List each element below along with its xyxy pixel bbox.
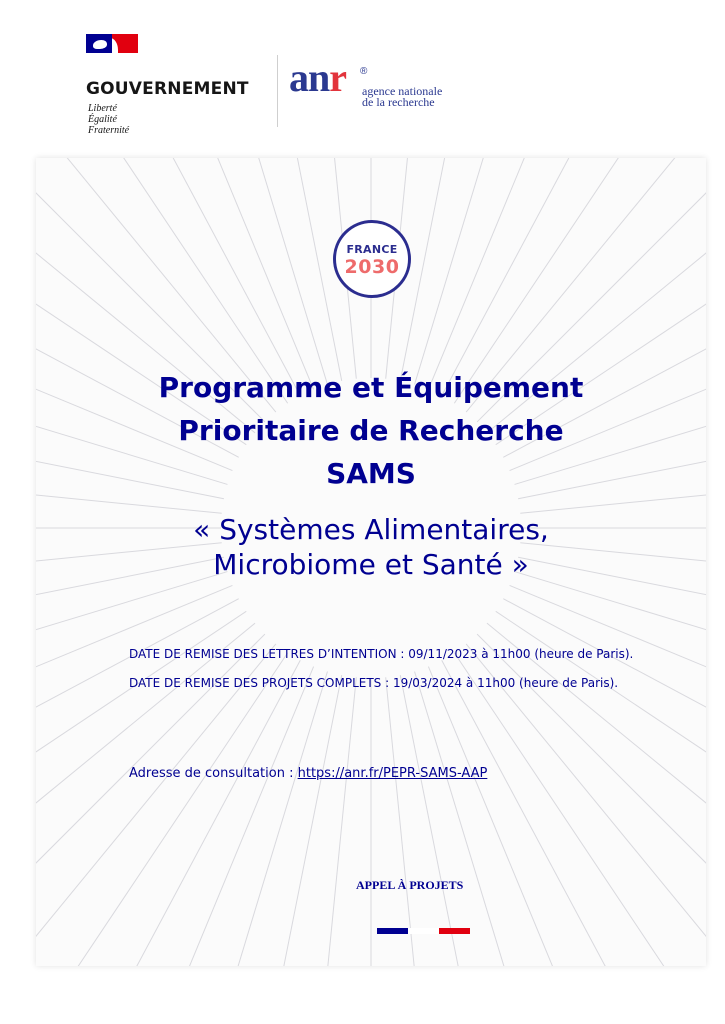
anr-tagline-line-1: agence nationale (362, 84, 443, 98)
consultation-link[interactable]: https://anr.fr/PEPR-SAMS-AAP (297, 766, 488, 781)
motto-egalite: Égalité (88, 114, 117, 125)
background-ray (415, 158, 691, 384)
background-ray (415, 672, 691, 966)
motto-liberte: Liberté (88, 103, 117, 114)
anr-wordmark: anr (289, 55, 347, 100)
background-ray (156, 675, 341, 966)
subtitle-line-2: Microbiome et Santé » (213, 548, 529, 581)
background-ray (156, 158, 341, 381)
background-ray (400, 675, 585, 966)
anr-logo (289, 55, 489, 112)
france-2030-badge (333, 220, 411, 298)
background-ray (36, 572, 227, 848)
anr-tagline (362, 86, 442, 108)
subtitle-line-1: « Systèmes Alimentaires, (193, 513, 549, 546)
title-line-3: SAMS (326, 457, 416, 490)
background-ray (36, 660, 300, 966)
government-title: GOUVERNEMENT (86, 79, 249, 99)
background-ray (428, 158, 706, 389)
background-ray (515, 572, 706, 848)
background-ray (52, 158, 328, 384)
programme-subtitle (96, 512, 646, 582)
background-ray (400, 158, 585, 381)
background-ray (263, 677, 356, 966)
full-project-deadline: DATE DE REMISE DES PROJETS COMPLETS : 19/03/2024 à 11h00 (heure de Paris). (129, 676, 619, 690)
france-2030-year: 2030 (344, 256, 400, 278)
background-ray (36, 158, 314, 389)
background-ray (36, 158, 300, 396)
tricolor-red (439, 928, 470, 934)
background-ray (386, 677, 479, 966)
background-ray (52, 672, 328, 966)
background-ray (442, 158, 706, 396)
background-ray (442, 660, 706, 966)
motto-fraternite: Fraternité (88, 125, 130, 136)
cover-page (36, 158, 706, 966)
logo-divider (277, 55, 278, 127)
consultation-address (129, 766, 487, 781)
appel-a-projets-label: APPEL À PROJETS (356, 878, 464, 892)
tricolor-blue (377, 928, 408, 934)
consultation-label: Adresse de consultation : (129, 766, 298, 781)
marianne-flag-icon (86, 34, 138, 53)
deadline-dates (129, 644, 639, 702)
republic-motto (88, 103, 129, 136)
tricolor-white (408, 928, 439, 934)
france-2030-label: FRANCE (346, 243, 398, 256)
government-logo (86, 34, 266, 146)
anr-registered-mark: ® (360, 66, 368, 77)
background-ray (428, 667, 706, 966)
tricolor-bar (377, 928, 470, 934)
title-line-2: Prioritaire de Recherche (178, 414, 564, 447)
programme-title (96, 366, 646, 495)
intention-deadline: DATE DE REMISE DES LETTRES D’INTENTION : 09/11/2023 à 11h00 (heure de Paris). (129, 647, 634, 661)
background-ray (36, 667, 314, 966)
anr-tagline-line-2: de la recherche (362, 95, 435, 109)
title-line-1: Programme et Équipement (158, 371, 584, 404)
